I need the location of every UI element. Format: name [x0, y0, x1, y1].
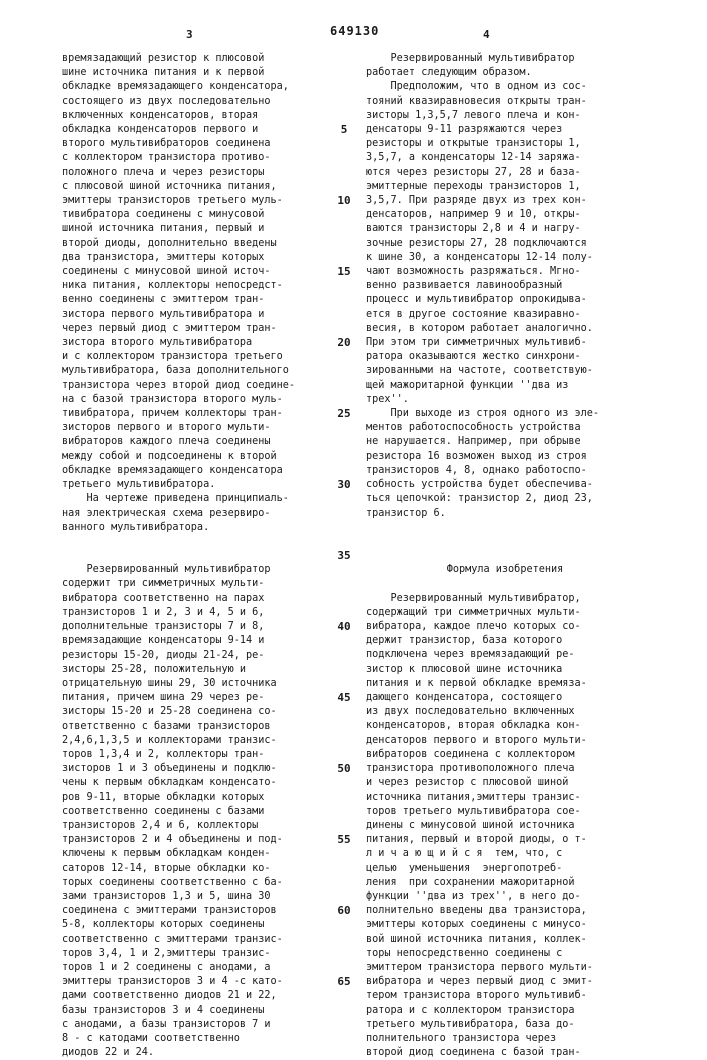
left-column-line: обкладка конденсаторов первого и: [62, 123, 340, 137]
left-column-line: саторов 12-14, вторые обкладки ко-: [62, 862, 340, 876]
right-column-line: денсаторы 9-11 разряжаются через: [366, 123, 644, 137]
left-column-line: 2,4,6,1,3,5 и коллекторами транзис-: [62, 734, 340, 748]
left-column-line: отрицательную шины 29, 30 источника: [62, 677, 340, 691]
right-column-line: конденсаторов, вторая обкладка кон-: [366, 719, 644, 733]
left-column-line: зисторы 15-20 и 25-28 соединена со-: [62, 705, 340, 719]
right-column-line: торы непосредственно соединены с: [366, 947, 644, 961]
left-column-line: [62, 549, 340, 563]
left-column-line: обкладке времязадающего конденсатора,: [62, 80, 340, 94]
right-column-line: [366, 577, 644, 591]
margin-line-number: 40: [332, 620, 356, 633]
left-column-line: второго мультивибраторов соединена: [62, 137, 340, 151]
left-column-line: транзисторов 2,4 и 6, коллекторы: [62, 819, 340, 833]
left-column-line: соединены с минусовой шиной источ-: [62, 265, 340, 279]
right-column-line: содержащий три симметричных мульти-: [366, 606, 644, 620]
left-column-line: с плюсовой шиной источника питания,: [62, 180, 340, 194]
right-column-line: 3,5,7, а конденсаторы 12-14 заряжа-: [366, 151, 644, 165]
left-column-line: диодов 22 и 24.: [62, 1046, 340, 1060]
left-column-line: обкладке времязадающего конденсатора: [62, 464, 340, 478]
right-column-line: эмиттером транзистора первого мульти-: [366, 961, 644, 975]
right-column-line: ления при сохранении мажоритарной: [366, 876, 644, 890]
right-column-line: зочные резисторы 27, 28 подключаются: [366, 237, 644, 251]
page-number-right: 4: [483, 28, 490, 41]
left-column-line: [62, 535, 340, 549]
right-column-line: вибраторов соединена с коллектором: [366, 748, 644, 762]
right-column-line: весия, в котором работает аналогично.: [366, 322, 644, 336]
right-column-line: резистора 16 возможен выход из строя: [366, 450, 644, 464]
right-column-line: полнительного транзистора через: [366, 1032, 644, 1046]
left-column-line: торов 1 и 2 соединены с анодами, а: [62, 961, 340, 975]
left-column-line: базы транзисторов 3 и 4 соединены: [62, 1004, 340, 1018]
left-column-line: эмиттеры транзисторов 3 и 4 -с като-: [62, 975, 340, 989]
right-column-line: динены с минусовой шиной источника: [366, 819, 644, 833]
right-column-line: венно развивается лавинообразный: [366, 279, 644, 293]
right-column-line: транзисторов 4, 8, однако работоспо-: [366, 464, 644, 478]
left-column-line: соответственно соединены с базами: [62, 805, 340, 819]
right-column-line: держит транзистор, база которого: [366, 634, 644, 648]
right-column-line: ментов работоспособность устройства: [366, 421, 644, 435]
left-column-line: шиной источника питания, первый и: [62, 222, 340, 236]
left-column-line: тивибратора, причем коллекторы тран-: [62, 407, 340, 421]
left-column-line: с анодами, а базы транзисторов 7 и: [62, 1018, 340, 1032]
left-column-line: зисторы 25-28, положительную и: [62, 663, 340, 677]
right-column-line: резисторы и открытые транзисторы 1,: [366, 137, 644, 151]
right-column-line: подключена через времязадающий ре-: [366, 648, 644, 662]
margin-line-number: 55: [332, 833, 356, 846]
left-column-line: ключены к первым обкладкам конден-: [62, 847, 340, 861]
right-column-line: денсаторов первого и второго мульти-: [366, 734, 644, 748]
margin-line-number: 60: [332, 904, 356, 917]
left-column-line: между собой и подсоединены к второй: [62, 450, 340, 464]
left-column-line: включенных конденсаторов, вторая: [62, 109, 340, 123]
right-column-line: и через резистор с плюсовой шиной: [366, 776, 644, 790]
right-column-line: эмиттеры которых соединены с минусо-: [366, 918, 644, 932]
left-column-line: мультивибратора, база дополнительного: [62, 364, 340, 378]
margin-line-number: 5: [332, 123, 356, 136]
right-column-line: транзистор 6.: [366, 507, 644, 521]
left-column-line: 5-8, коллекторы которых соединены: [62, 918, 340, 932]
right-column-line: Резервированный мультивибратор: [366, 52, 644, 66]
margin-line-number: 50: [332, 762, 356, 775]
right-column-line: 3,5,7. При разряде двух из трех кон-: [366, 194, 644, 208]
page-number-left: 3: [186, 28, 193, 41]
right-column-line: При выходе из строя одного из эле-: [366, 407, 644, 421]
right-column-line: ется в другое состояние квазиравно-: [366, 308, 644, 322]
right-column-line: ратора и с коллектором транзистора: [366, 1004, 644, 1018]
left-column-line: соединена с эмиттерами транзисторов: [62, 904, 340, 918]
right-column-line: зистор к плюсовой шине источника: [366, 663, 644, 677]
left-column-line: два транзистора, эмиттеры которых: [62, 251, 340, 265]
right-column-line: второй диод соединена с базой тран-: [366, 1046, 644, 1060]
margin-line-number: 35: [332, 549, 356, 562]
right-column-line: эмиттерные переходы транзисторов 1,: [366, 180, 644, 194]
margin-line-number: 20: [332, 336, 356, 349]
right-column-line: не нарушается. Например, при обрыве: [366, 435, 644, 449]
right-column-line: вибратора и через первый диод с эмит-: [366, 975, 644, 989]
left-column-line: резисторы 15-20, диоды 21-24, ре-: [62, 649, 340, 663]
right-column-line: собность устройства будет обеспечива-: [366, 478, 644, 492]
right-column-line: целью уменьшения энергопотреб-: [366, 862, 644, 876]
right-column-line: [366, 549, 644, 563]
right-column-line: торов третьего мультивибратора сое-: [366, 805, 644, 819]
left-column-line: На чертеже приведена принципиаль-: [62, 492, 340, 506]
right-column-line: Формула изобретения: [366, 563, 644, 577]
right-column-line: вой шиной источника питания, коллек-: [366, 933, 644, 947]
margin-line-number: 10: [332, 194, 356, 207]
left-column-line: транзисторов 1 и 2, 3 и 4, 5 и 6,: [62, 606, 340, 620]
left-column-line: ника питания, коллекторы непосредст-: [62, 279, 340, 293]
right-column-line: ются через резисторы 27, 28 и база-: [366, 166, 644, 180]
left-column-line: содержит три симметричных мульти-: [62, 577, 340, 591]
left-column-line: зисторов 1 и 3 объединены и подклю-: [62, 762, 340, 776]
left-column-line: зами транзисторов 1,3 и 5, шина 30: [62, 890, 340, 904]
right-column-line: к шине 30, а конденсаторы 12-14 полу-: [366, 251, 644, 265]
right-column-line: источника питания,эмиттеры транзис-: [366, 791, 644, 805]
margin-line-number: 15: [332, 265, 356, 278]
right-column-line: ться цепочкой: транзистор 2, диод 23,: [366, 492, 644, 506]
right-column-line: чают возможность разряжаться. Мгно-: [366, 265, 644, 279]
right-column-line: вибратора, каждое плечо которых со-: [366, 620, 644, 634]
right-column-line: из двух последовательно включенных: [366, 705, 644, 719]
left-column-line: на с базой транзистора второго муль-: [62, 393, 340, 407]
left-column-line: положного плеча и через резисторы: [62, 166, 340, 180]
right-column-line: трех''.: [366, 393, 644, 407]
right-column-line: работает следующим образом.: [366, 66, 644, 80]
right-column-line: питания, первый и второй диоды, о т-: [366, 833, 644, 847]
right-column-line: При этом три симметричных мультивиб-: [366, 336, 644, 350]
right-column-line: функции ''два из трех'', в него до-: [366, 890, 644, 904]
left-column-line: чены к первым обкладкам конденсато-: [62, 776, 340, 790]
left-column-line: с коллектором транзистора противо-: [62, 151, 340, 165]
right-column-line: тояний квазиравновесия открыты тран-: [366, 95, 644, 109]
right-column-line: зированными на частоте, соответствую-: [366, 364, 644, 378]
margin-line-number: 45: [332, 691, 356, 704]
left-column-line: ванного мультивибратора.: [62, 521, 340, 535]
left-column-line: ров 9-11, вторые обкладки которых: [62, 791, 340, 805]
left-column-line: ная электрическая схема резервиро-: [62, 507, 340, 521]
left-column-line: зистора первого мультивибратора и: [62, 308, 340, 322]
left-column-line: тивибратора соединены с минусовой: [62, 208, 340, 222]
right-column-line: [366, 535, 644, 549]
left-column-line: вибратора соответственно на парах: [62, 592, 340, 606]
right-column-line: питания и к первой обкладке времяза-: [366, 677, 644, 691]
left-column-line: эмиттеры транзисторов третьего муль-: [62, 194, 340, 208]
right-column-line: [366, 521, 644, 535]
right-column-line: зисторы 1,3,5,7 левого плеча и кон-: [366, 109, 644, 123]
right-column-line: Резервированный мультивибратор,: [366, 592, 644, 606]
left-column-line: дами соответственно диодов 21 и 22,: [62, 989, 340, 1003]
right-column-line: денсаторов, например 9 и 10, откры-: [366, 208, 644, 222]
left-column-line: и с коллектором транзистора третьего: [62, 350, 340, 364]
right-column-line: полнительно введены два транзистора,: [366, 904, 644, 918]
left-column-line: торов 1,3,4 и 2, коллекторы тран-: [62, 748, 340, 762]
left-column-line: второй диоды, дополнительно введены: [62, 237, 340, 251]
left-column-line: ответственно с базами транзисторов: [62, 720, 340, 734]
right-column-line: ратора оказываются жестко синхрони-: [366, 350, 644, 364]
left-column-line: времязадающий резистор к плюсовой: [62, 52, 340, 66]
right-column-line: процесс и мультивибратор опрокидыва-: [366, 293, 644, 307]
right-column-line: транзистора противоположного плеча: [366, 762, 644, 776]
left-column-line: соответственно с эмиттерами транзис-: [62, 933, 340, 947]
document-number: 649130: [330, 24, 379, 38]
right-text-column: [366, 52, 644, 1060]
left-column-line: зисторов первого и второго мульти-: [62, 421, 340, 435]
left-column-line: транзистора через второй диод соедине-: [62, 379, 340, 393]
margin-line-number: 65: [332, 975, 356, 988]
left-column-line: транзисторов 2 и 4 объединены и под-: [62, 833, 340, 847]
right-column-line: третьего мультивибратора, база до-: [366, 1018, 644, 1032]
left-column-line: Резервированный мультивибратор: [62, 563, 340, 577]
left-column-line: через первый диод с эмиттером тран-: [62, 322, 340, 336]
left-column-line: вибраторов каждого плеча соединены: [62, 435, 340, 449]
left-column-line: венно соединены с эмиттером тран-: [62, 293, 340, 307]
left-column-line: торов 3,4, 1 и 2,эмиттеры транзис-: [62, 947, 340, 961]
left-column-line: 8 - с катодами соответственно: [62, 1032, 340, 1046]
right-column-line: л и ч а ю щ и й с я тем, что, с: [366, 847, 644, 861]
right-column-line: ваются транзисторы 2,8 и 4 и нагру-: [366, 222, 644, 236]
right-column-line: щей мажоритарной функции ''два из: [366, 379, 644, 393]
left-column-line: зистора второго мультивибратора: [62, 336, 340, 350]
margin-line-number: 25: [332, 407, 356, 420]
right-column-line: тером транзистора второго мультивиб-: [366, 989, 644, 1003]
left-column-line: третьего мультивибратора.: [62, 478, 340, 492]
left-column-line: состоящего из двух последовательно: [62, 95, 340, 109]
left-column-line: шине источника питания и к первой: [62, 66, 340, 80]
margin-line-number: 30: [332, 478, 356, 491]
left-column-line: питания, причем шина 29 через ре-: [62, 691, 340, 705]
left-column-line: дополнительные транзисторы 7 и 8,: [62, 620, 340, 634]
left-column-line: времязадающие конденсаторы 9-14 и: [62, 634, 340, 648]
left-text-column: [62, 52, 340, 1060]
right-column-line: дающего конденсатора, состоящего: [366, 691, 644, 705]
left-column-line: торых соединены соответственно с ба-: [62, 876, 340, 890]
right-column-line: Предположим, что в одном из сос-: [366, 80, 644, 94]
